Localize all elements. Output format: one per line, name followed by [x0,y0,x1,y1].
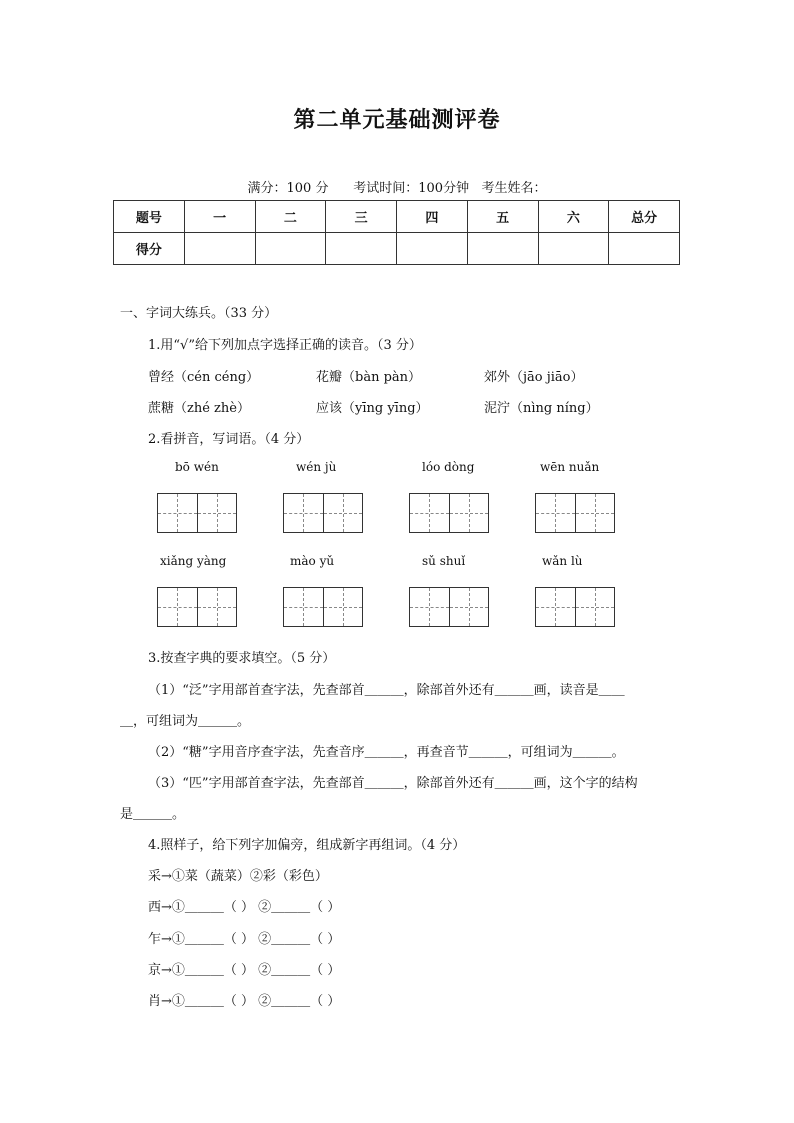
section-heading: 一、字词大练兵。（33 分） [120,306,278,321]
score-entry-cell[interactable] [184,233,255,265]
writing-grid[interactable] [157,493,237,533]
pinyin-label: bō wén [175,460,219,474]
fill-in-line[interactable]: 是＿＿＿。 [120,807,186,822]
table-cell: 五 [467,201,538,233]
radical-exercise-row[interactable]: 京→①＿＿＿（ ） ②＿＿＿（ ） [148,963,341,978]
pinyin-label: lóo dòng [422,460,475,474]
score-entry-cell[interactable] [467,233,538,265]
reading-option[interactable]: 曾经（cén céng） [148,370,260,385]
writing-grid[interactable] [535,587,615,627]
fill-in-line[interactable]: （2）“糖”字用音序查字法，先查音序＿＿＿，再查音节＿＿＿，可组词为＿＿＿。 [148,745,625,760]
reading-option[interactable]: 蔗糖（zhé zhè） [148,401,250,416]
score-entry-cell[interactable] [255,233,326,265]
radical-exercise-row[interactable]: 肖→①＿＿＿（ ） ②＿＿＿（ ） [148,994,341,1009]
score-table-score-row [114,233,680,265]
radical-exercise-row[interactable]: 乍→①＿＿＿（ ） ②＿＿＿（ ） [148,932,341,947]
pinyin-label: sǔ shuǐ [422,554,466,568]
table-cell: 四 [397,201,468,233]
writing-grid[interactable] [409,493,489,533]
fill-in-line[interactable]: （3）“匹”字用部首查字法，先查部首＿＿＿，除部首外还有＿＿＿画，这个字的结构 [148,776,638,791]
pinyin-label: xiǎng yàng [160,554,227,568]
writing-grid[interactable] [157,587,237,627]
writing-grid[interactable] [535,493,615,533]
example-line: 采→①菜（蔬菜）②彩（彩色） [148,869,328,884]
pinyin-label: wǎn lù [542,554,583,568]
question-4-prompt: 4.照样子，给下列字加偏旁，组成新字再组词。（4 分） [148,838,466,853]
table-cell: 六 [538,201,609,233]
writing-grid[interactable] [283,587,363,627]
pinyin-label: wēn nuǎn [540,460,600,474]
fill-in-line[interactable]: （1）“泛”字用部首查字法，先查部首＿＿＿，除部首外还有＿＿＿画，读音是＿＿ [148,683,625,698]
radical-exercise-row[interactable]: 西→①＿＿＿（ ） ②＿＿＿（ ） [148,900,341,915]
table-cell: 二 [255,201,326,233]
score-entry-cell[interactable] [397,233,468,265]
score-entry-cell[interactable] [609,233,680,265]
score-entry-cell[interactable] [538,233,609,265]
fill-in-line[interactable]: ＿，可组词为＿＿＿。 [120,714,251,729]
table-cell: 三 [326,201,397,233]
page-title: 第二单元基础测评卷 [293,108,501,133]
reading-option[interactable]: 花瓣（bàn pàn） [316,370,422,385]
table-cell: 得分 [114,233,185,265]
table-cell: 总分 [609,201,680,233]
writing-grid[interactable] [409,587,489,627]
exam-info: 满分：100 分 考试时间：100分钟 考生姓名： [247,181,547,196]
score-table [113,200,680,265]
pinyin-label: mào yǔ [290,554,335,568]
question-1-prompt: 1.用“√”给下列加点字选择正确的读音。（3 分） [148,338,422,353]
score-table-header-row [114,201,680,233]
table-cell: 一 [184,201,255,233]
pinyin-label: wén jù [296,460,337,474]
reading-option[interactable]: 郊外（jāo jiāo） [484,370,584,385]
table-cell: 题号 [114,201,185,233]
question-2-prompt: 2.看拼音，写词语。（4 分） [148,432,310,447]
reading-option[interactable]: 应该（yīng yīng） [316,401,429,416]
writing-grid[interactable] [283,493,363,533]
question-3-prompt: 3.按查字典的要求填空。（5 分） [148,651,336,666]
reading-option[interactable]: 泥泞（nìng níng） [484,401,599,416]
score-entry-cell[interactable] [326,233,397,265]
